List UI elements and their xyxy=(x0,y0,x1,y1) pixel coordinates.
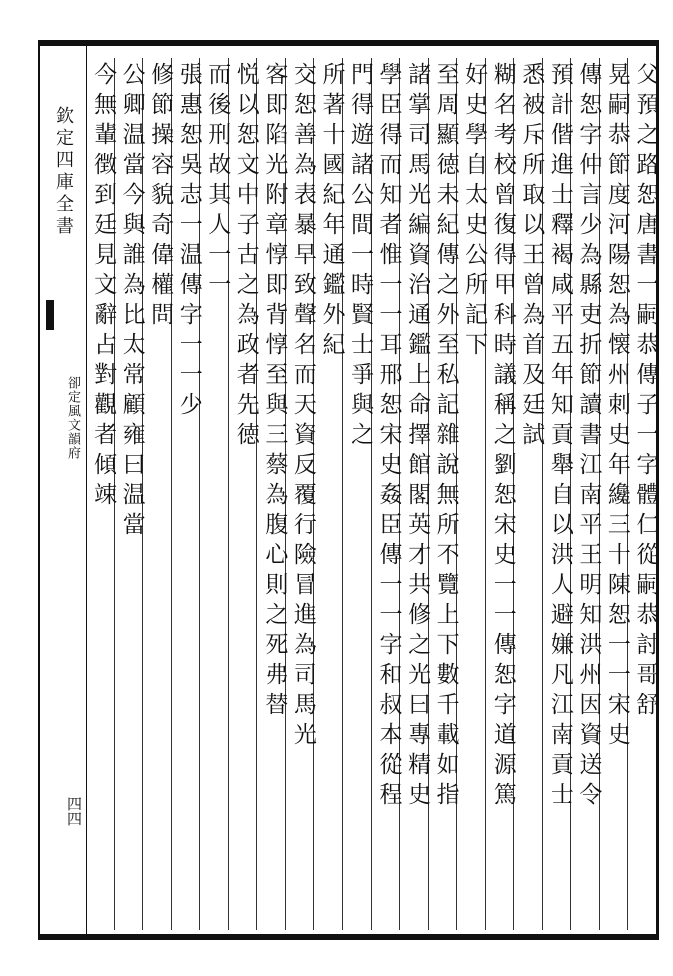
column-text: 門得遊諸公間一時賢士爭與之 xyxy=(346,62,373,452)
column-text: 公卿温當今與誰為比太常顧雍曰温當 xyxy=(118,62,145,542)
margin-header: 欽定四庫全書 xyxy=(53,106,74,238)
column-text: 預計偕進士釋褐咸平五年知貢舉自以洪人避嫌凡江南貢士 xyxy=(546,62,573,812)
margin-mark xyxy=(46,300,54,330)
margin-section-title: 卻定風文韻府 xyxy=(65,376,80,460)
column-text: 悉被斥所取以王曾為首及廷試 xyxy=(518,62,545,452)
column-text: 所著十國紀年通鑑外紀 xyxy=(318,62,345,362)
column-text: 交恕善為表暴早致聲名而天資反覆行險冒進為司馬光 xyxy=(289,62,316,752)
text-column xyxy=(86,58,115,930)
column-text: 今無輩徴到廷見文辭占對觀者傾竦 xyxy=(90,62,117,512)
column-text: 而後刑故其人一一 xyxy=(204,62,231,302)
column-text: 晃嗣恭節度河陽恕為懐州刺史年纔三十陳恕一一宋史 xyxy=(603,62,630,752)
column-text: 修節操容貌奇偉權問 xyxy=(147,62,174,332)
page-number: 四四 xyxy=(65,796,83,826)
column-text: 至周顯徳未紀傳之外至私記雜說無所不覽上下數千載如指 xyxy=(432,62,459,812)
column-text: 學臣得而知者惟一一耳邢恕宋史姦臣傳一一字和叔本從程 xyxy=(375,62,402,812)
column-text: 傳恕字仲言少為縣吏折節讀書江南平王明知洪州因資送令 xyxy=(575,62,602,812)
column-text: 客即陷光附章惇即背惇至與三蔡為腹心則之死弗替 xyxy=(261,62,288,722)
binding-margin xyxy=(40,46,87,934)
bottom-rule xyxy=(40,934,658,940)
column-text: 張惠恕吳志一温傳字一一少 xyxy=(175,62,202,422)
column-text: 悦以恕文中子古之為政者先徳 xyxy=(232,62,259,452)
column-text: 糊名考校曾復得甲科時議稱之劉恕宋史一一傳恕字道源篤 xyxy=(489,62,516,812)
column-text: 父預之路恕唐書一嗣恭傳子一字體仁從嗣恭討哥舒 xyxy=(632,62,659,722)
column-text: 諸掌司馬光編資治通鑑上命擇館閣英才共修之光曰專精史 xyxy=(404,62,431,812)
top-rule xyxy=(40,40,658,46)
text-columns xyxy=(86,58,659,930)
column-text: 好史學自太史公所記下 xyxy=(461,62,488,362)
